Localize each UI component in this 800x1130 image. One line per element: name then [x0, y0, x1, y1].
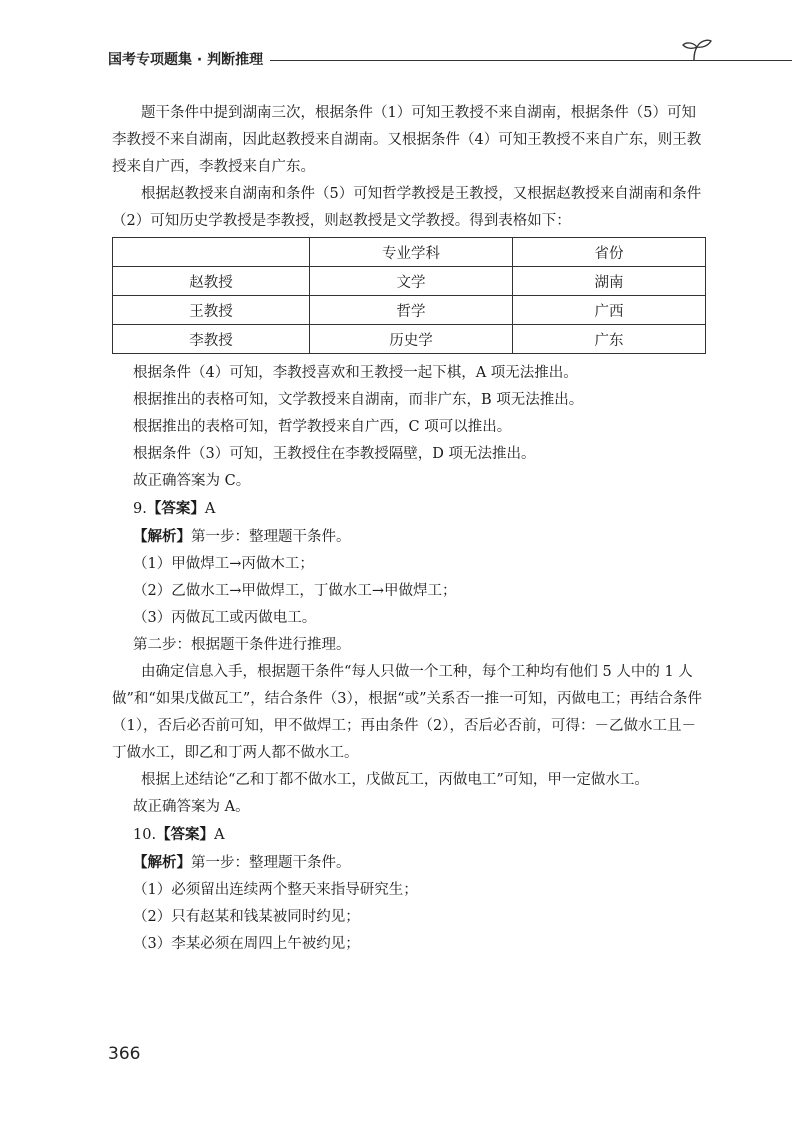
table-header-row — [113, 238, 706, 267]
condition-line: （2）只有赵某和钱某被同时约见； — [133, 909, 360, 925]
answer-label: 【答案】 — [156, 826, 215, 843]
table-row — [113, 296, 706, 325]
table-cell: 李教授 — [113, 325, 310, 354]
paragraph: 题干条件中提到湖南三次，根据条件（1）可知王教授不来自湖南，根据条件（5）可知李教授不来自湖南，因此赵教授来自湖南。又根据条件（4）可知王教授不来自广东，则王教授来自广西，李教授来自广东。 — [112, 105, 702, 175]
table-header-cell: 专业学科 — [310, 238, 513, 267]
analysis-label: 【解析】 — [133, 854, 191, 871]
condition-line: （1）甲做焊工→丙做木工； — [133, 556, 314, 572]
page-number: 366 — [108, 1044, 141, 1064]
table-cell: 王教授 — [113, 296, 310, 325]
answer-value: A — [204, 501, 216, 517]
step-text: 第一步：整理题干条件。 — [191, 855, 351, 871]
answer-label: 【答案】 — [146, 500, 205, 517]
table-cell: 广东 — [513, 325, 706, 354]
table-cell: 文学 — [310, 267, 513, 296]
table-cell: 哲学 — [310, 296, 513, 325]
condition-line: （3）丙做瓦工或丙做电工。 — [133, 610, 317, 626]
text-line: 故正确答案为 C。 — [133, 473, 251, 489]
table-cell: 历史学 — [310, 325, 513, 354]
question-number: 10. — [133, 827, 157, 843]
table-header-cell: 省份 — [513, 238, 706, 267]
answer-value: A — [214, 827, 225, 843]
step-line: 第二步：根据题干条件进行推理。 — [133, 637, 351, 653]
header-title: 国考专项题集 · 判断推理 — [108, 52, 264, 68]
paragraph: 根据赵教授来自湖南和条件（5）可知哲学教授是王教授，又根据赵教授来自湖南和条件（2）可知历史学教授是李教授，则赵教授是文学教授。得到表格如下： — [112, 186, 702, 229]
q9-analysis-line — [112, 523, 706, 551]
q10-analysis-line — [112, 849, 706, 877]
reasoning-paragraph: 由确定信息入手，根据题干条件“每人只做一个工种，每个工种均有他们 5 人中的 1 人做”和“如果戊做瓦工”，结合条件（3），根据“或”关系否一推一可知，丙做电工；再结合条件（1），否后必否前可知，甲不做焊工；再由条件（2），否后必否前，可得：－乙做水工且－丁做水工，即乙和丁两人都不做水工。 — [112, 664, 703, 761]
table-row — [113, 325, 706, 354]
q9-answer-line — [112, 495, 706, 523]
step-text: 第一步：整理题干条件。 — [191, 529, 351, 545]
analysis-label: 【解析】 — [133, 528, 191, 545]
page-content — [112, 100, 706, 958]
text-line: 根据条件（3）可知，王教授住在李教授隔壁，D 项无法推出。 — [133, 446, 536, 462]
text-line: 根据推出的表格可知，哲学教授来自广西，C 项可以推出。 — [133, 419, 512, 435]
professor-table — [112, 237, 706, 354]
table-cell: 赵教授 — [113, 267, 310, 296]
text-line: 根据条件（4）可知，李教授喜欢和王教授一起下棋，A 项无法推出。 — [133, 365, 578, 381]
running-header — [108, 46, 708, 68]
table-header-cell — [113, 238, 310, 267]
text-line: 根据推出的表格可知，文学教授来自湖南，而非广东，B 项无法推出。 — [133, 392, 584, 408]
q10-answer-line — [112, 821, 706, 849]
condition-line: （1）必须留出连续两个整天来指导研究生； — [133, 882, 418, 898]
condition-line: （3）李某必须在周四上午被约见； — [133, 936, 360, 952]
conclusion-paragraph: 根据上述结论“乙和丁都不做水工，戊做瓦工，丙做电工”可知，甲一定做水工。 — [141, 772, 649, 788]
table-row — [113, 267, 706, 296]
table-cell: 广西 — [513, 296, 706, 325]
final-answer-line: 故正确答案为 A。 — [133, 799, 250, 815]
sprout-icon — [680, 30, 714, 64]
condition-line: （2）乙做水工→甲做焊工，丁做水工→甲做焊工； — [133, 583, 457, 599]
question-number: 9. — [133, 501, 147, 517]
table-cell: 湖南 — [513, 267, 706, 296]
